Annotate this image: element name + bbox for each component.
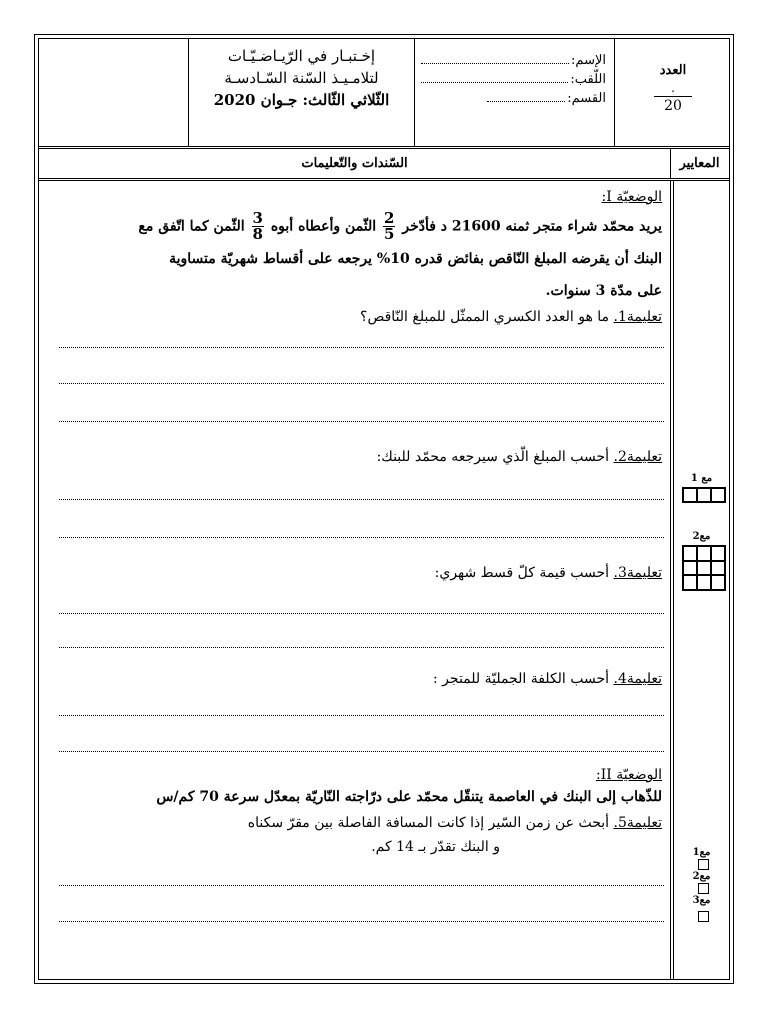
fraction-two-fifths: $\frac{2}{5}$ — [384, 209, 395, 243]
student-fields-cell — [415, 39, 615, 146]
answer-line[interactable] — [59, 751, 664, 752]
question5-label: تعليمة5. — [613, 815, 662, 831]
score-cell — [615, 39, 731, 146]
question3-text: أحسب قيمة كلّ قسط شهري: — [434, 565, 610, 581]
s2-criterion1-box[interactable] — [698, 859, 709, 870]
answer-line[interactable] — [59, 715, 664, 716]
question2-text: أحسب المبلغ الّذي سيرجعه محمّد للبنك: — [376, 449, 610, 465]
s2-criterion2-label: مع2 — [692, 871, 711, 882]
section-label: القسم: — [567, 91, 606, 106]
s2-criterion1-label: مع1 — [692, 847, 711, 858]
situation1-line1-b: الثّمن وأعطاه أبوه — [270, 218, 377, 235]
situation1-line2: البنك أن يقرضه المبلغ النّاقص بفائض قدره 10% يرجعه على أقساط شهريّة متساوية — [169, 251, 662, 267]
answer-line[interactable] — [59, 421, 664, 422]
question4-label: تعليمة4. — [613, 671, 662, 687]
answer-line[interactable] — [59, 613, 664, 614]
score-dot: . — [671, 81, 675, 95]
column-header-main: السّندات والتّعليمات — [39, 149, 671, 178]
surname-field[interactable] — [415, 70, 606, 89]
answer-line[interactable] — [59, 347, 664, 348]
column-header-criteria: المعايير — [679, 156, 720, 171]
score-denominator: 20 — [654, 96, 692, 114]
question3-label: تعليمة3. — [613, 565, 662, 581]
section-field[interactable] — [415, 89, 606, 108]
question4-text: أحسب الكلفة الجمليّة للمتجر : — [433, 671, 610, 687]
criterion1-grid[interactable] — [682, 487, 726, 503]
exam-title-line1: إخـتبـار في الرّيـاضـيّـات — [227, 47, 376, 65]
answer-line[interactable] — [59, 647, 664, 648]
situation1-label: الوضعيّة I: — [601, 189, 662, 205]
surname-blank[interactable] — [421, 70, 568, 83]
situation1-line1 — [138, 211, 662, 242]
situation2-line1: للذّهاب إلى البنك في العاصمة يتنقّل محمّد على درّاجته النّاريّة بمعدّل سرعة 70 كم/س — [156, 789, 662, 805]
s2-criterion3-box[interactable] — [698, 911, 709, 922]
question2-label: تعليمة2. — [613, 449, 662, 465]
question1-label: تعليمة1. — [613, 309, 662, 325]
name-field[interactable] — [415, 51, 606, 70]
question5-text: أبحث عن زمن السّير إذا كانت المسافة الفاصلة بين مقرّ سكناه — [247, 815, 610, 831]
question1 — [360, 309, 662, 325]
answer-line[interactable] — [59, 921, 664, 922]
situation1-line3: على مدّة 3 سنوات. — [545, 283, 662, 299]
exam-title-line3: الثّلاثي الثّالث: جـوان 2020 — [213, 91, 390, 109]
fraction-three-eighths: $\frac{3}{8}$ — [252, 209, 263, 243]
question1-text: ما هو العدد الكسري الممثّل للمبلغ النّاقص؟ — [360, 309, 610, 325]
exam-title-line2: لتلامـيـذ السّنة السّـادسـة — [224, 69, 379, 87]
header-empty-cell — [39, 39, 189, 146]
instructions-column — [39, 181, 671, 979]
exam-frame — [34, 34, 734, 984]
score-label: العدد — [659, 63, 687, 78]
question5 — [248, 815, 662, 831]
situation2-label: الوضعيّة II: — [596, 767, 662, 783]
criterion2-grid[interactable] — [682, 545, 726, 591]
criteria-column — [673, 181, 729, 979]
exam-title-cell — [189, 39, 415, 146]
s2-criterion2-box[interactable] — [698, 883, 709, 894]
question2 — [377, 449, 662, 465]
question4 — [433, 671, 662, 687]
situation1-line1-a: يريد محمّد شراء متجر ثمنه 21600 د فأدّخر — [402, 218, 662, 235]
column-header-row — [39, 149, 729, 181]
question5-text2: و البنك تقدّر بـ 14 كم. — [371, 839, 500, 855]
answer-line[interactable] — [59, 885, 664, 886]
section-blank[interactable] — [487, 89, 565, 102]
name-blank[interactable] — [421, 51, 569, 64]
exam-inner-frame — [38, 38, 730, 980]
answer-line[interactable] — [59, 537, 664, 538]
criterion1-label: مع 1 — [690, 473, 713, 484]
criterion2-label: مع2 — [692, 531, 711, 542]
name-label: الإسم: — [571, 53, 606, 68]
situation1-line1-c: الثّمن كما اتّفق مع — [138, 218, 245, 235]
answer-line[interactable] — [59, 383, 664, 384]
s2-criterion3-label: مع3 — [692, 895, 711, 906]
question3 — [435, 565, 662, 581]
surname-label: اللّقب: — [570, 72, 606, 87]
answer-line[interactable] — [59, 499, 664, 500]
